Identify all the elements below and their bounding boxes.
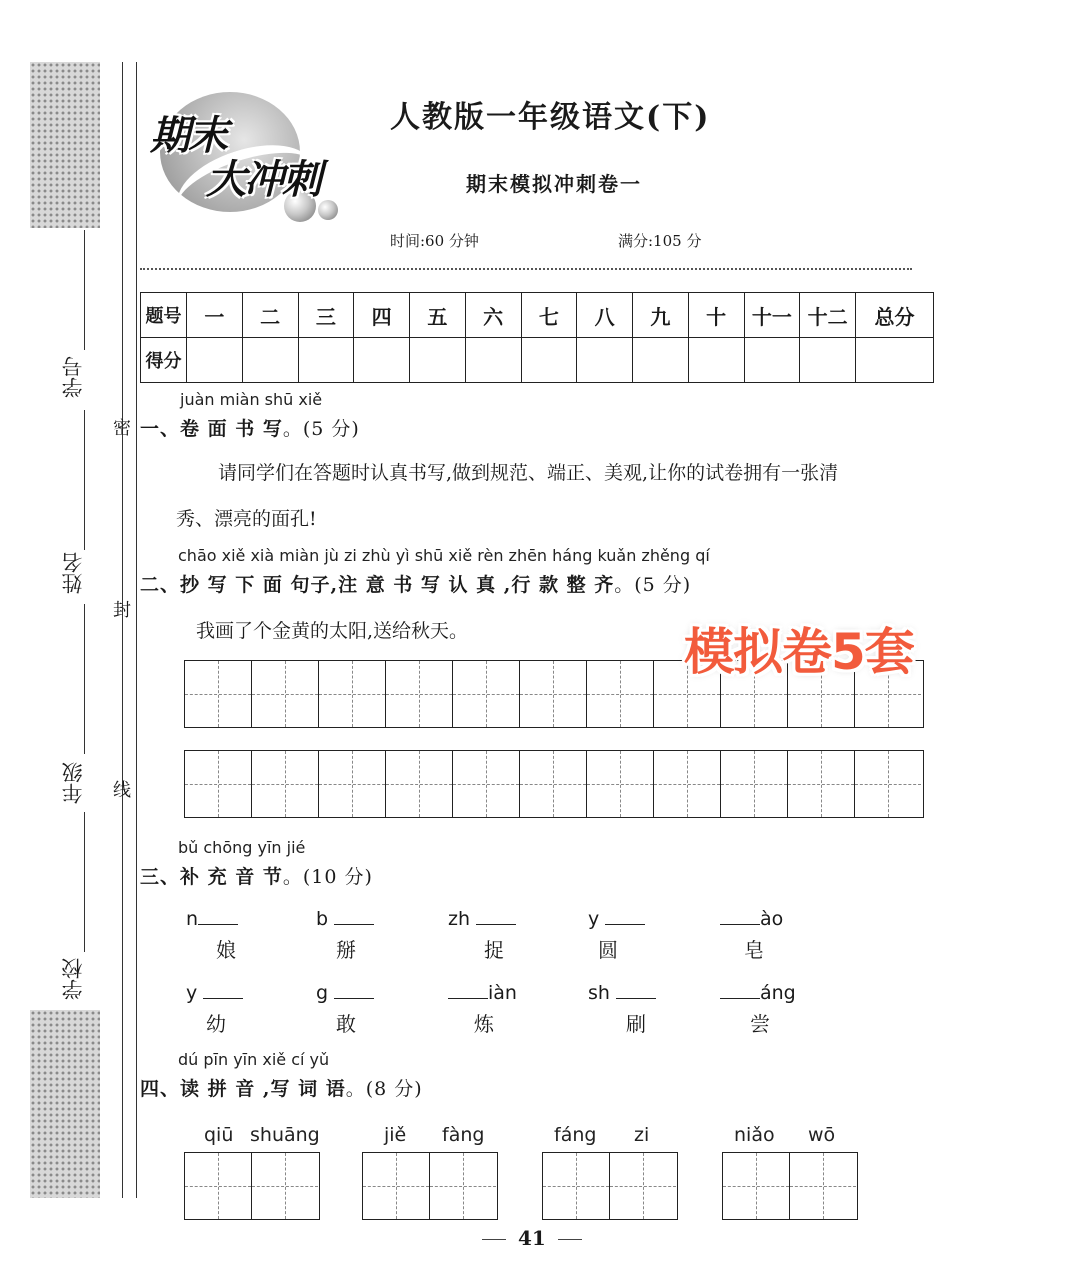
q3-blank[interactable] [203,980,243,999]
grid-cell[interactable] [453,751,520,817]
q3-item [588,980,688,1044]
q4-pinyin: dú pīn yīn xiě cí yǔ [178,1050,330,1069]
q4-word-pinyin: wō [808,1124,836,1146]
q3-item [186,980,286,1044]
margin-fill-student-no [84,230,85,350]
q3-char: 尝 [750,1012,770,1036]
q4-word-pinyin: qiū [204,1124,234,1146]
score-cell[interactable] [242,338,298,383]
q3-item [316,980,416,1044]
q4-writing-grid-3[interactable] [542,1152,678,1220]
margin-pattern-top [30,62,100,228]
score-cell[interactable] [688,338,744,383]
grid-cell[interactable] [386,661,453,727]
seal-feng: 封 [113,600,131,621]
grid-cell[interactable] [855,751,921,817]
q4-word-pinyin: shuāng [250,1124,320,1146]
margin-fill-name [84,410,85,550]
q4-writing-grid-1[interactable] [184,1152,320,1220]
q3-initial: y [588,908,600,930]
q3-char: 皂 [744,938,764,962]
dotted-divider [140,268,912,270]
q4-points: 。(8 分) [345,1078,423,1100]
page-number-value: 41 [518,1226,546,1250]
page-subtitle: 期末模拟冲刺卷一 [466,172,642,196]
promo-stamp: 模拟卷5套 [684,623,914,681]
q2-points: 。(5 分) [614,574,692,596]
q3-final: áng [760,982,796,1004]
grid-cell[interactable] [723,1153,790,1219]
grid-cell[interactable] [520,661,587,727]
q3-char: 娘 [216,938,236,962]
q4-writing-grid-4[interactable] [722,1152,858,1220]
page-number-dash-right [558,1239,582,1240]
grid-cell[interactable] [386,751,453,817]
q3-item [720,980,820,1044]
score-col: 一 [187,293,243,338]
page-number [470,1226,594,1250]
grid-cell[interactable] [654,751,721,817]
grid-cell[interactable] [520,751,587,817]
grid-cell[interactable] [363,1153,430,1219]
q2-pinyin: chāo xiě xià miàn jù zi zhù yì shū xiě rèn zhēn háng kuǎn zhěng qí [178,546,710,565]
score-col: 十 [688,293,744,338]
score-table-header-row [141,293,934,338]
q4-word-pinyin: jiě [384,1124,407,1146]
q3-initial: sh [588,982,610,1004]
margin-line-outer [122,62,123,1198]
q4-word-pinyin: fàng [442,1124,485,1146]
q3-blank[interactable] [720,980,760,999]
q1-text-line2: 秀、漂亮的面孔! [176,508,317,530]
q3-item [448,980,548,1044]
score-cell[interactable] [633,338,689,383]
score-table-label-question: 题号 [141,293,187,338]
margin-fill-school [84,812,85,952]
q3-final: ào [760,908,784,930]
q4-word-pinyin: fáng [554,1124,597,1146]
grid-cell[interactable] [252,661,319,727]
q3-item [588,906,688,970]
score-cell[interactable] [800,338,856,383]
grid-cell[interactable] [252,751,319,817]
q3-blank[interactable] [334,980,374,999]
margin-pattern-bottom [30,1010,100,1198]
score-col: 五 [410,293,466,338]
grid-cell[interactable] [788,751,855,817]
seal-xian: 线 [113,780,131,801]
score-cell[interactable] [577,338,633,383]
q3-final: iàn [488,982,517,1004]
score-cell[interactable] [744,338,800,383]
score-col: 四 [354,293,410,338]
grid-cell[interactable] [721,751,788,817]
q3-initial: b [316,908,329,930]
q3-char: 捉 [484,938,504,962]
q4-word-pinyin: niǎo [734,1124,775,1146]
q3-char: 圆 [598,938,618,962]
q3-blank[interactable] [605,906,645,925]
q3-initial: y [186,982,198,1004]
q4-word-pinyin: zi [634,1124,650,1146]
q1-pinyin: juàn miàn shū xiě [180,390,323,409]
page-number-dash-left [482,1239,506,1240]
logo-text-qimo: 期末 [150,113,226,159]
q3-blank[interactable] [448,980,488,999]
q2-sentence: 我画了个金黄的太阳,送给秋天。 [196,620,469,642]
exam-time: 时间:60 分钟 [390,232,479,250]
score-col: 八 [577,293,633,338]
grid-cell[interactable] [430,1153,496,1219]
grid-cell[interactable] [185,751,252,817]
q1-heading [140,414,360,441]
score-cell-total[interactable] [856,338,934,383]
logo-text-dachongci: 大冲刺 [206,157,320,203]
margin-fill-grade [84,604,85,754]
q3-initial: zh [448,908,471,930]
score-col: 六 [465,293,521,338]
margin-label-grade: 年级 [61,762,85,804]
q3-item [316,906,416,970]
q3-blank[interactable] [476,906,516,925]
score-cell[interactable] [354,338,410,383]
grid-cell[interactable] [319,751,386,817]
exam-full-score: 满分:105 分 [618,232,702,250]
seal-mi: 密 [113,418,131,439]
score-cell[interactable] [465,338,521,383]
q3-item [448,906,548,970]
q2-heading [140,570,691,597]
q2-heading-text: 二、抄 写 下 面 句子,注 意 书 写 认 真 ,行 款 整 齐 [140,574,615,596]
score-table [140,292,934,383]
grid-cell[interactable] [185,1153,252,1219]
score-cell[interactable] [521,338,577,383]
score-col: 二 [242,293,298,338]
q3-blank[interactable] [198,906,238,925]
score-table-label-score: 得分 [141,338,187,383]
margin-line-inner [136,62,137,1198]
q3-blank[interactable] [334,906,374,925]
grid-cell[interactable] [587,661,654,727]
q3-item [186,906,286,970]
q1-points: 。(5 分) [282,418,360,440]
score-col: 七 [521,293,577,338]
q3-item [720,906,820,970]
q3-char: 刷 [626,1012,646,1036]
grid-cell[interactable] [610,1153,676,1219]
score-cell[interactable] [298,338,354,383]
grid-cell[interactable] [543,1153,610,1219]
q3-char: 敢 [336,1012,356,1036]
margin-label-name: 姓名 [61,552,85,594]
page-title: 人教版一年级语文(下) [390,100,711,135]
q3-pinyin: bǔ chōng yīn jié [178,838,306,857]
score-col: 三 [298,293,354,338]
q3-char: 掰 [336,938,356,962]
margin-label-school: 学校 [61,958,85,1000]
q4-writing-grid-2[interactable] [362,1152,498,1220]
score-col: 九 [633,293,689,338]
q4-heading-text: 四、读 拼 音 ,写 词 语 [140,1078,346,1100]
q2-writing-grid-row2[interactable] [184,750,924,818]
grid-cell[interactable] [319,661,386,727]
q3-blank[interactable] [616,980,656,999]
q3-initial: n [186,908,199,930]
q3-heading-text: 三、补 充 音 节 [140,866,283,888]
score-cell[interactable] [410,338,466,383]
q1-heading-text: 一、卷 面 书 写 [140,418,283,440]
q3-char: 幼 [206,1012,226,1036]
q3-char: 炼 [474,1012,494,1036]
margin-label-student-no: 学号 [61,356,85,398]
q3-blank[interactable] [720,906,760,925]
logo-ball-small [318,200,338,220]
q3-points: 。(10 分) [282,866,373,888]
score-cell[interactable] [187,338,243,383]
q3-heading [140,862,373,889]
grid-cell[interactable] [453,661,520,727]
grid-cell[interactable] [587,751,654,817]
grid-cell[interactable] [790,1153,856,1219]
score-col: 十一 [744,293,800,338]
score-table-score-row [141,338,934,383]
q3-initial: g [316,982,329,1004]
q4-heading [140,1074,423,1101]
q1-text-line1: 请同学们在答题时认真书写,做到规范、端正、美观,让你的试卷拥有一张清 [218,462,839,484]
score-col: 十二 [800,293,856,338]
score-col-total: 总分 [856,293,934,338]
grid-cell[interactable] [252,1153,318,1219]
grid-cell[interactable] [185,661,252,727]
